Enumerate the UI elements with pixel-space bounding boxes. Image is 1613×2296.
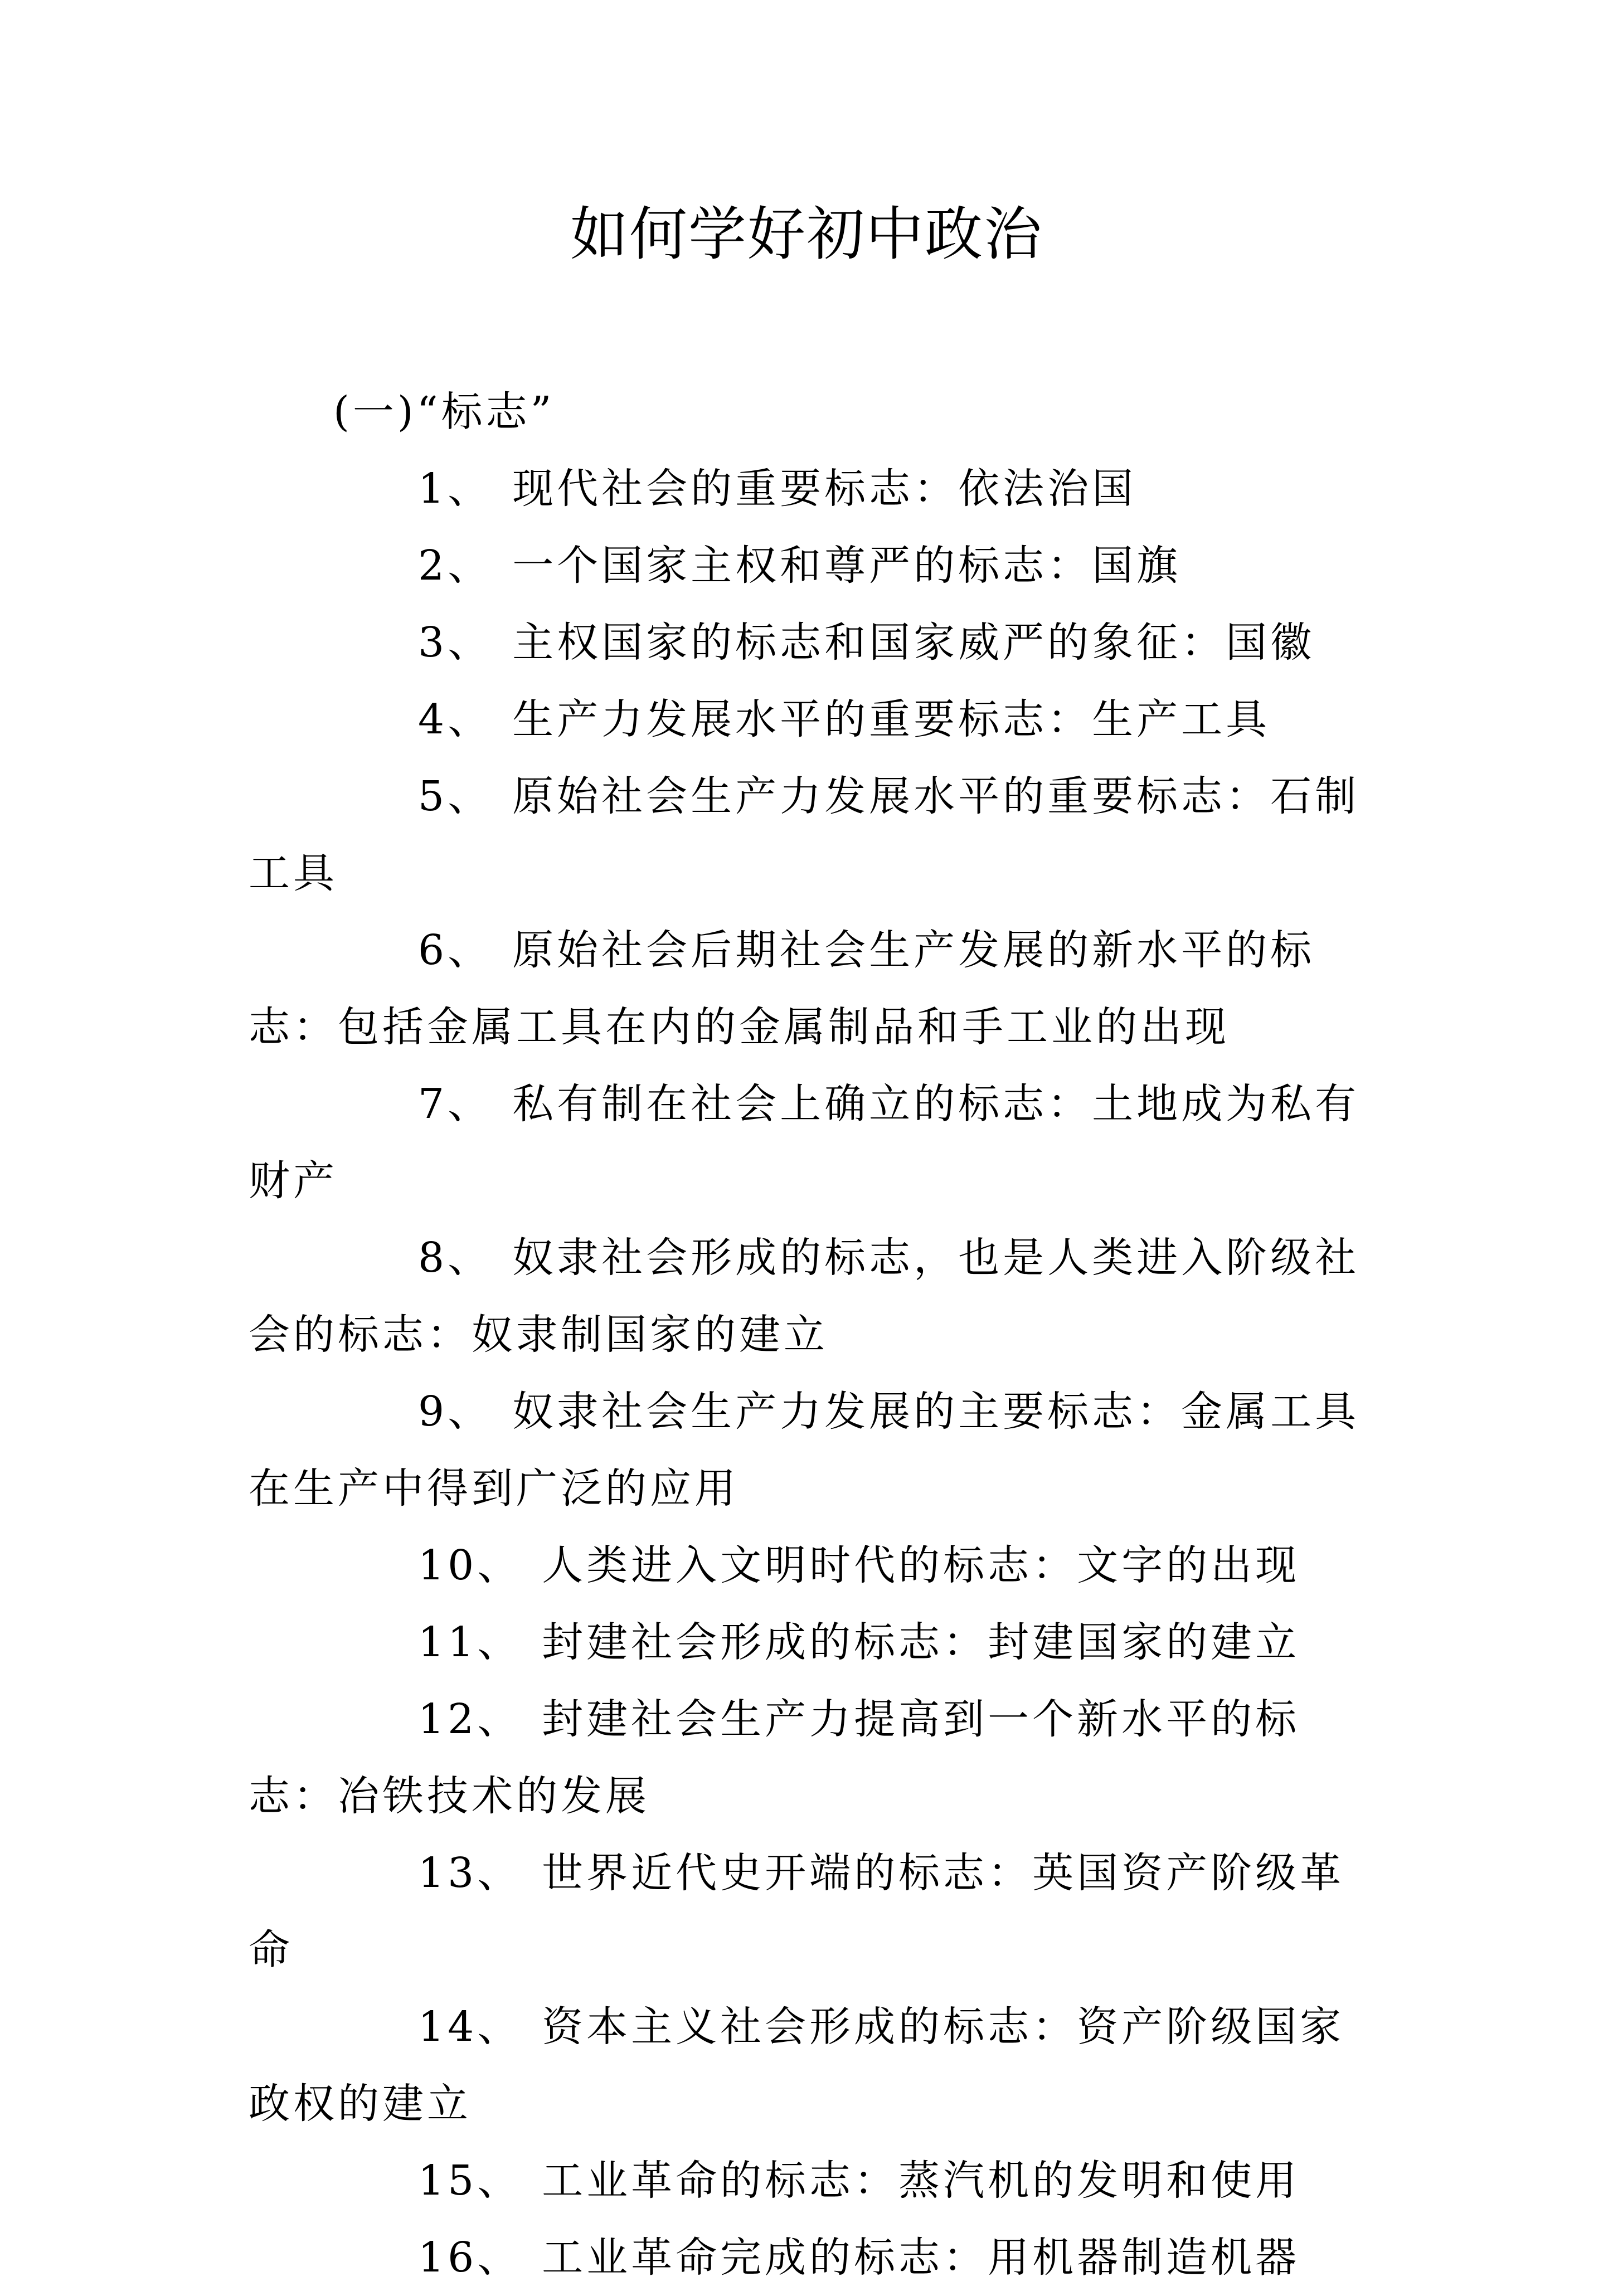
- item-number: 8、: [418, 1234, 493, 1282]
- item-text: 原始社会后期社会生产发展的新水平的标志：包括金属工具在内的金属制品和手工业的出现: [249, 926, 1315, 1051]
- list-item: [249, 527, 1380, 604]
- list-item: [249, 1219, 1380, 1373]
- item-text: 封建社会形成的标志：封建国家的建立: [542, 1618, 1300, 1666]
- item-text: 人类进入文明时代的标志：文字的出现: [542, 1541, 1300, 1589]
- item-number: 1、: [418, 465, 493, 513]
- page-title: 如何学好初中政治: [570, 200, 1043, 268]
- item-text: 资本主义社会形成的标志：资产阶级国家政权的建立: [249, 2003, 1345, 2128]
- item-text: 工业革命完成的标志：用机器制造机器: [542, 2234, 1300, 2282]
- item-text: 封建社会生产力提高到一个新水平的标志：冶铁技术的发展: [249, 1695, 1300, 1820]
- item-number: 12、: [418, 1695, 522, 1743]
- item-number: 10、: [418, 1541, 522, 1589]
- item-text: 奴隶社会生产力发展的主要标志：金属工具在生产中得到广泛的应用: [249, 1388, 1360, 1512]
- item-text: 私有制在社会上确立的标志：土地成为私有财产: [249, 1080, 1360, 1205]
- item-text: 原始社会生产力发展水平的重要标志：石制工具: [249, 772, 1360, 897]
- list-item: [249, 758, 1380, 912]
- list-item: [249, 1604, 1380, 1681]
- list-item: [249, 1066, 1380, 1219]
- list-item: [249, 2142, 1380, 2219]
- list-item: [249, 604, 1380, 681]
- item-number: 5、: [418, 772, 493, 820]
- item-text: 一个国家主权和尊严的标志：国旗: [512, 542, 1182, 590]
- item-number: 6、: [418, 926, 493, 974]
- item-number: 14、: [418, 2003, 522, 2051]
- list-item: [249, 2219, 1380, 2296]
- item-text: 现代社会的重要标志：依法治国: [512, 465, 1137, 513]
- item-number: 13、: [418, 1849, 522, 1897]
- item-text: 奴隶社会形成的标志，也是人类进入阶级社会的标志：奴隶制国家的建立: [249, 1234, 1360, 1359]
- item-text: 工业革命的标志：蒸汽机的发明和使用: [542, 2157, 1300, 2205]
- item-number: 2、: [418, 542, 493, 590]
- item-text: 世界近代史开端的标志：英国资产阶级革命: [249, 1849, 1345, 1974]
- item-number: 9、: [418, 1388, 493, 1436]
- document-body: [249, 373, 1380, 2296]
- item-number: 16、: [418, 2234, 522, 2282]
- list-item: [249, 681, 1380, 758]
- list-item: [249, 1835, 1380, 1988]
- list-item: [249, 912, 1380, 1066]
- item-text: 生产力发展水平的重要标志：生产工具: [512, 695, 1271, 743]
- item-number: 11、: [418, 1618, 522, 1666]
- list-item: [249, 1681, 1380, 1835]
- section-heading: (一)“标志”: [333, 388, 555, 436]
- list-item: [249, 1527, 1380, 1604]
- list-item: [249, 1373, 1380, 1527]
- list-item: [249, 1988, 1380, 2142]
- item-number: 7、: [418, 1080, 493, 1128]
- item-number: 4、: [418, 695, 493, 743]
- item-number: 3、: [418, 619, 493, 667]
- list-item: [249, 450, 1380, 527]
- item-text: 主权国家的标志和国家威严的象征：国徽: [512, 619, 1315, 667]
- item-number: 15、: [418, 2157, 522, 2205]
